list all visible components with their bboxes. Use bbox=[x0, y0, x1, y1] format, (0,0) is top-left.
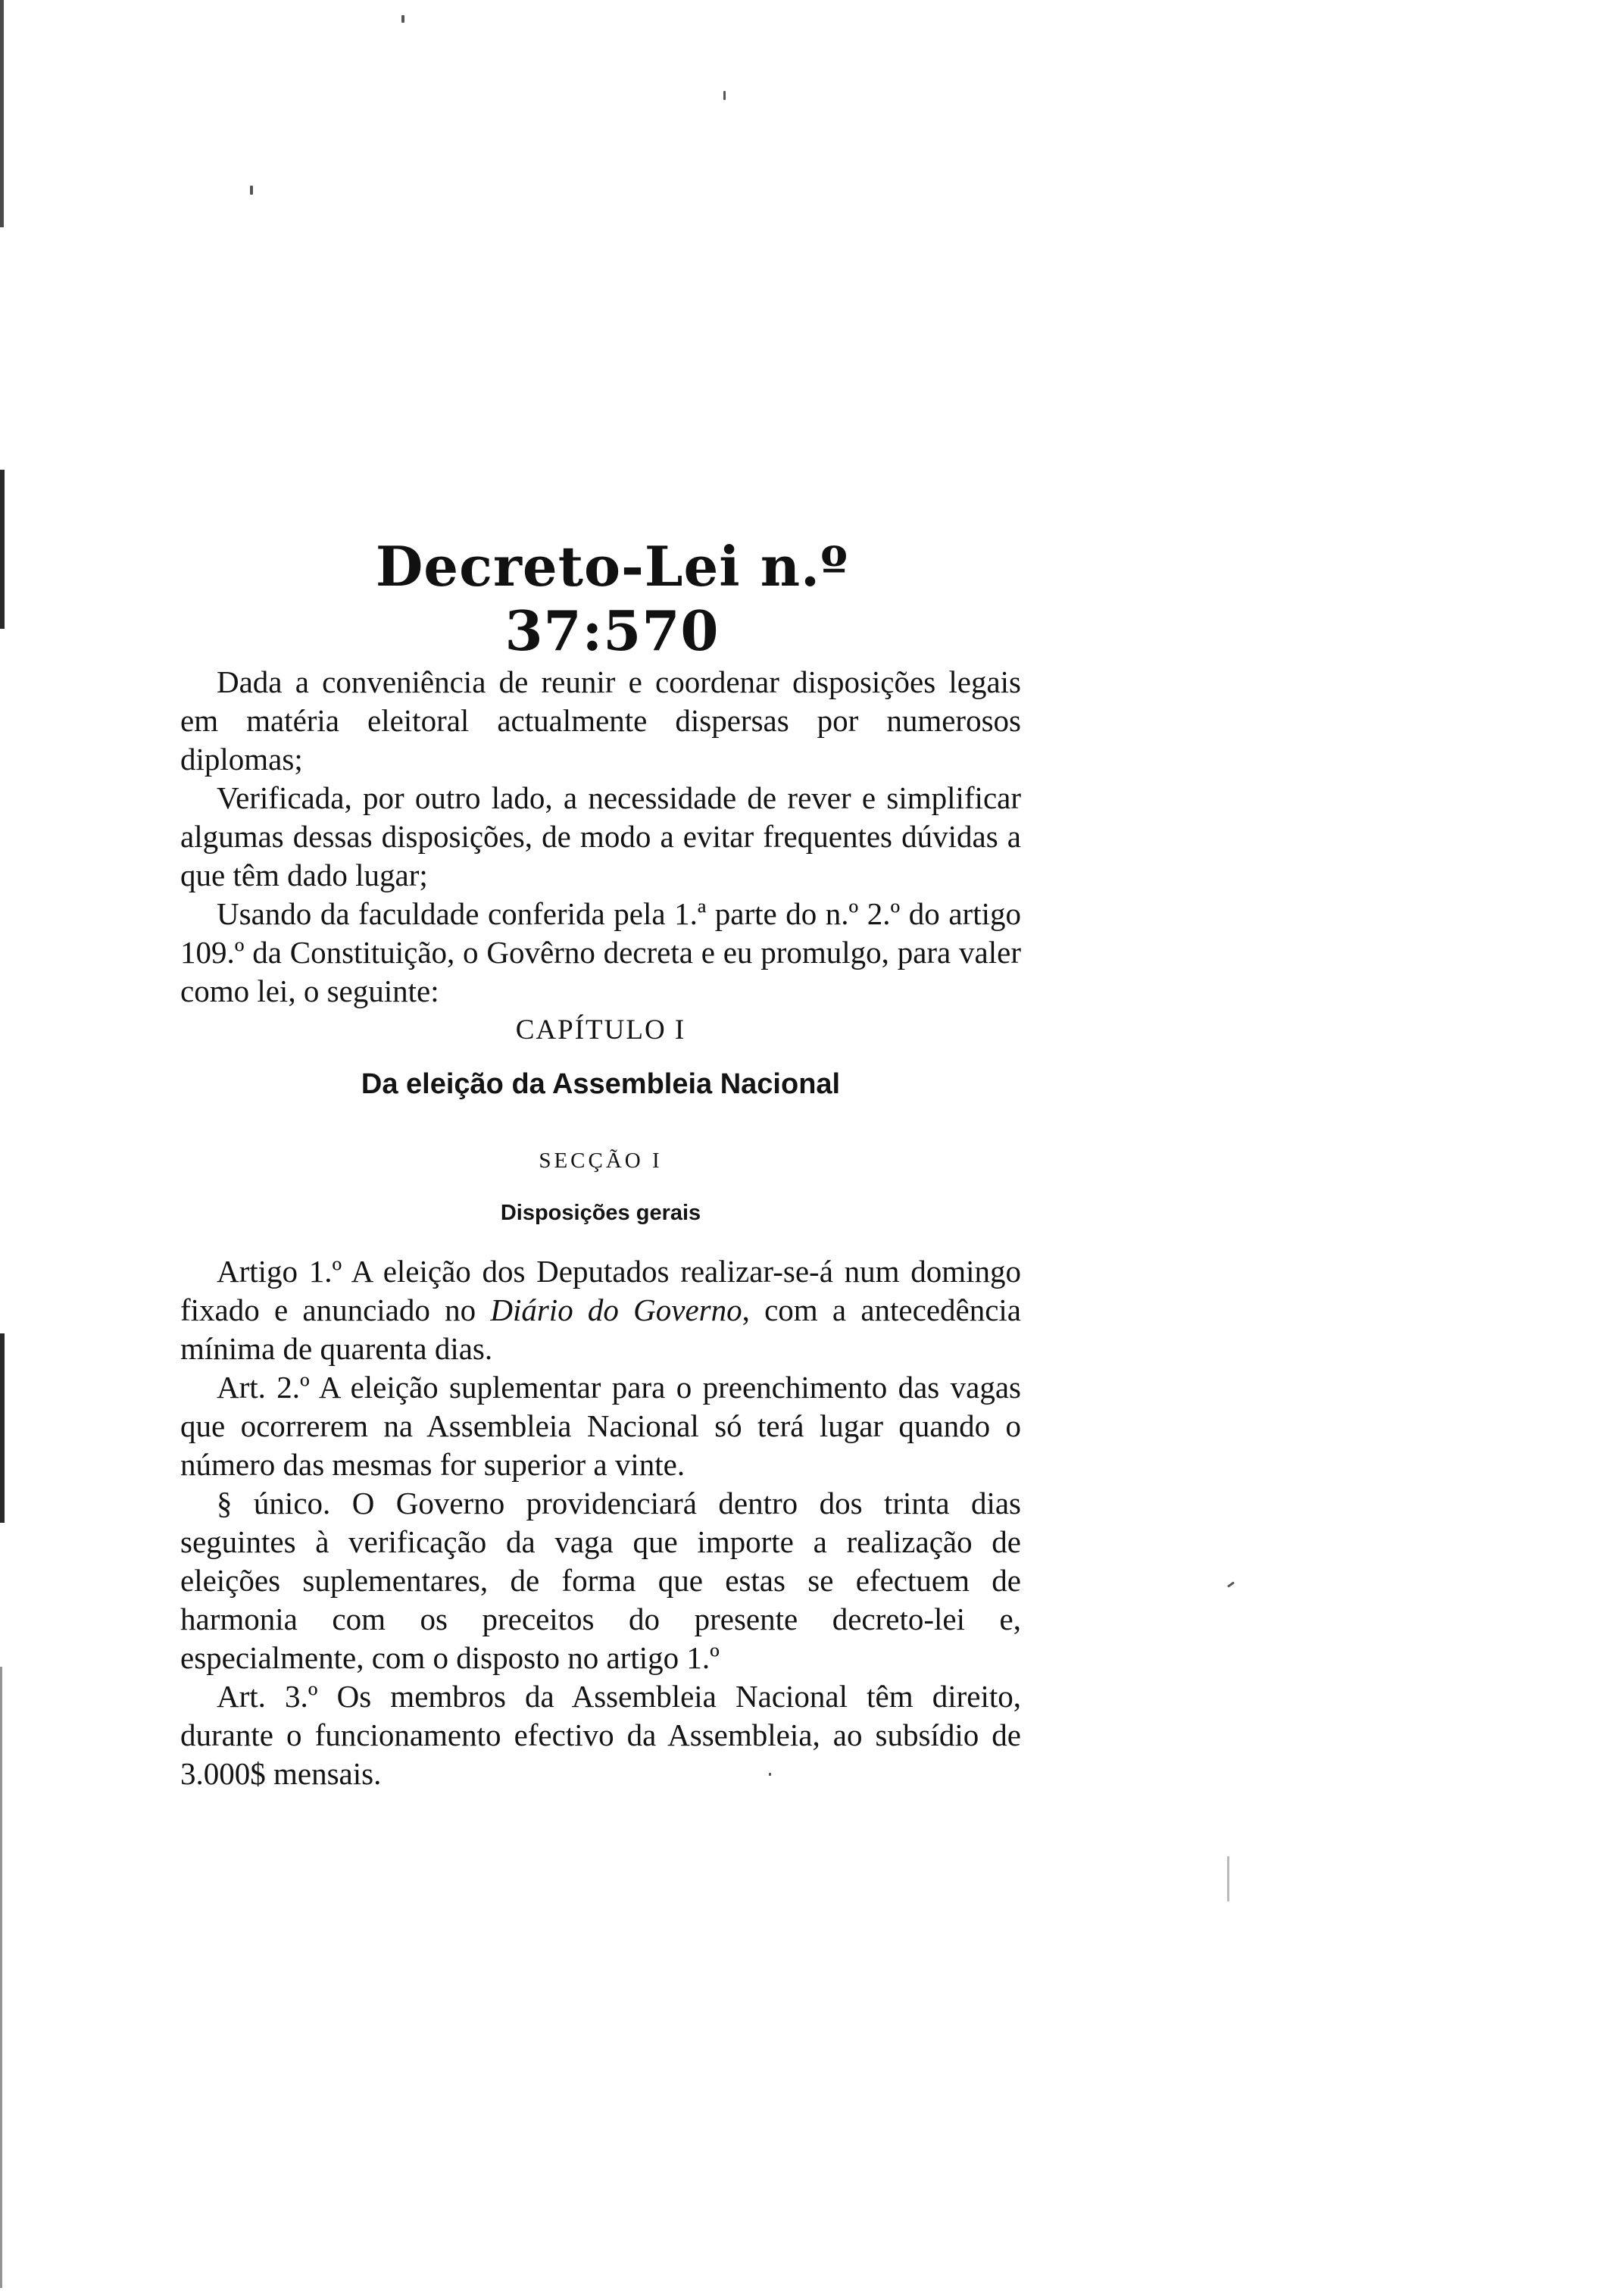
chapter-label: CAPÍTULO I bbox=[515, 1014, 686, 1045]
diario-do-governo: Diário do Governo bbox=[490, 1292, 742, 1327]
scan-speck bbox=[723, 91, 726, 100]
preamble-paragraph: Usando da faculdade conferida pela 1.ª parte do n.º 2.º do artigo 109.º da Constituição, o Govêrno decreta e eu promulgo, para valer como lei, o seguinte: bbox=[180, 896, 1021, 1008]
section-title: Disposições gerais bbox=[500, 1201, 701, 1225]
preamble-paragraph: Verificada, por outro lado, a necessidade de rever e simplificar algumas dessas disposições, de modo a evitar frequentes dúvidas a que têm dado lugar; bbox=[180, 780, 1021, 892]
preamble-paragraph: Dada a conveniência de reunir e coordenar disposições legais em matéria eleitoral actualmente dispersas por numerosos diplomas; bbox=[180, 664, 1021, 777]
article-2-sole-paragraph: § único. O Governo providenciará dentro dos trinta dias seguintes à verificação da vaga que importe a realização de eleições suplementares, de forma que estas se efectuem de harmonia com os preceitos do presente decreto-lei e, especialmente, com o disposto no artigo 1.º bbox=[180, 1486, 1021, 1675]
scan-edge-top bbox=[0, 0, 4, 227]
scan-edge-upper bbox=[0, 470, 5, 629]
article-3: Art. 3.º Os membros da Assembleia Nacional têm direito, durante o funcionamento efectivo da Assembleia, ao subsídio de 3.000$ mensais. bbox=[180, 1679, 1021, 1791]
articles bbox=[180, 1252, 1021, 1793]
scan-edge-lower bbox=[0, 1333, 5, 1523]
preamble bbox=[180, 663, 1021, 1011]
section-label: SECÇÃO I bbox=[539, 1149, 663, 1173]
scan-speck bbox=[1227, 1581, 1235, 1587]
chapter-title: Da eleição da Assembleia Nacional bbox=[361, 1068, 841, 1100]
article-1: Artigo 1.º A eleição dos Deputados realizar-se-á num domingo fixado e anunciado no Diário do Governo, com a antecedência mínima de quarenta dias. bbox=[180, 1254, 1021, 1366]
scan-speck bbox=[250, 186, 253, 195]
scan-edge-bottom bbox=[0, 1667, 2, 2288]
scan-speck bbox=[401, 15, 404, 23]
decree-title: Decreto-Lei n.º 37:570 bbox=[375, 534, 849, 663]
scan-speck bbox=[1227, 1856, 1229, 1902]
article-2: Art. 2.º A eleição suplementar para o preenchimento das vagas que ocorrerem na Assembleia Nacional só terá lugar quando o número das mesmas for superior a vinte. bbox=[180, 1370, 1021, 1482]
